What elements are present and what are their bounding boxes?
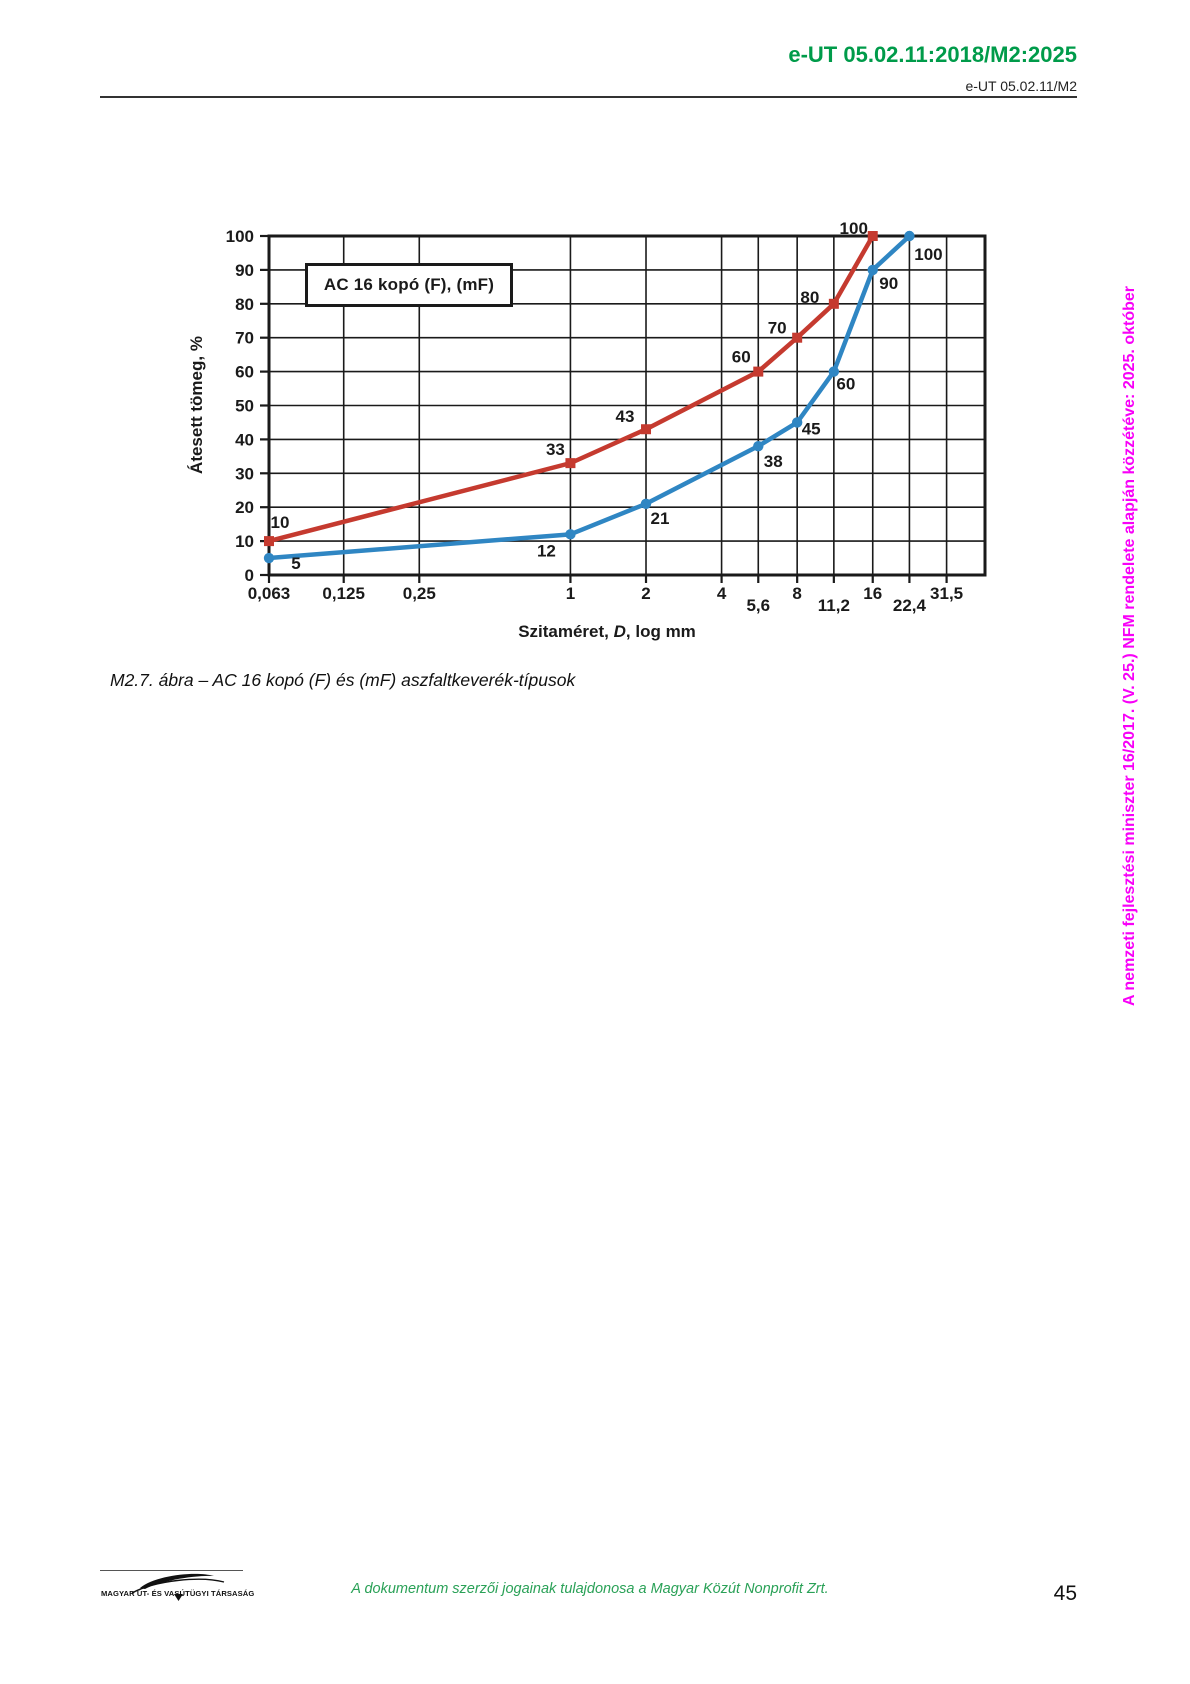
data-point-square xyxy=(868,231,878,241)
document-reference: e-UT 05.02.11/M2 xyxy=(965,78,1077,94)
data-point-label: 80 xyxy=(800,287,820,307)
x-tick-label: 0,125 xyxy=(322,584,365,603)
data-point-label: 43 xyxy=(615,407,635,427)
header-rule xyxy=(100,96,1077,98)
y-tick-label: 20 xyxy=(235,498,254,518)
data-point-label: 70 xyxy=(767,318,787,338)
y-tick-label: 10 xyxy=(235,532,254,552)
copyright-notice: A dokumentum szerzői jogainak tulajdonosa a Magyar Közút Nonprofit Zrt. xyxy=(351,1581,829,1597)
data-point-circle xyxy=(753,441,763,451)
data-point-label: 5 xyxy=(291,554,301,574)
logo-swoosh-filled xyxy=(140,1574,214,1589)
figure-caption: M2.7. ábra – AC 16 kopó (F) és (mF) aszfaltkeverék-típusok xyxy=(110,670,576,690)
data-point-circle xyxy=(264,553,274,563)
data-point-square xyxy=(753,367,763,377)
x-tick-label: 5,6 xyxy=(746,596,771,615)
x-tick-label: 31,5 xyxy=(930,584,964,603)
margin-note-vertical: A nemzeti fejlesztési miniszter 16/2017. (V. 25.) NFM rendelete alapján közzétéve: 2025. október xyxy=(1121,286,1138,1006)
data-point-label: 45 xyxy=(801,419,821,439)
y-tick-label: 80 xyxy=(235,294,254,314)
x-tick-label: 1 xyxy=(565,584,576,603)
x-tick-label: 22,4 xyxy=(892,596,926,615)
y-tick-label: 40 xyxy=(235,430,254,450)
data-point-square xyxy=(565,458,575,468)
y-tick-label: 90 xyxy=(235,260,254,280)
x-tick-label: 11,2 xyxy=(817,596,850,615)
data-point-circle xyxy=(868,265,878,275)
x-axis-title-prefix: Szitaméret, xyxy=(518,622,614,641)
data-point-square xyxy=(792,333,802,343)
y-tick-label: 100 xyxy=(225,227,254,246)
page-number: 45 xyxy=(1053,1582,1077,1605)
data-point-square xyxy=(264,536,274,546)
x-tick-label: 16 xyxy=(863,584,883,603)
x-tick-label: 8 xyxy=(792,584,802,603)
y-tick-label: 30 xyxy=(235,464,254,484)
data-point-label: 10 xyxy=(270,513,290,533)
data-point-circle xyxy=(565,529,575,539)
data-point-square xyxy=(829,299,839,309)
x-tick-label: 4 xyxy=(716,584,727,603)
y-axis-title: Átesett tömeg, % xyxy=(187,336,206,474)
x-axis-title-suffix: , log mm xyxy=(625,622,696,641)
data-point-circle xyxy=(904,231,914,241)
x-tick-label: 0,063 xyxy=(247,584,291,603)
y-tick-label: 70 xyxy=(235,328,254,348)
y-tick-label: 50 xyxy=(235,396,254,416)
association-name: MAGYAR ÚT- ÉS VASÚTÜGYI TÁRSASÁG xyxy=(101,1589,255,1598)
gradation-chart xyxy=(180,195,1010,640)
data-point-label: 90 xyxy=(879,273,899,293)
data-point-label: 100 xyxy=(839,219,868,238)
y-tick-label: 60 xyxy=(235,362,254,382)
data-point-label: 21 xyxy=(650,508,670,528)
data-point-label: 60 xyxy=(731,347,751,367)
data-point-label: 100 xyxy=(914,245,943,264)
data-point-label: 60 xyxy=(836,374,856,394)
document-id: e-UT 05.02.11:2018/M2:2025 xyxy=(788,42,1077,67)
x-axis-title xyxy=(407,622,807,642)
data-point-label: 33 xyxy=(545,440,565,460)
data-point-square xyxy=(641,424,651,434)
data-point-circle xyxy=(641,499,651,509)
x-axis-title-symbol: D xyxy=(613,622,626,641)
data-point-label: 12 xyxy=(536,541,556,561)
x-tick-label: 0,25 xyxy=(402,584,436,603)
data-point-label: 38 xyxy=(763,452,783,472)
chart-legend-box: AC 16 kopó (F), (mF) xyxy=(305,263,513,307)
x-tick-label: 2 xyxy=(641,584,651,603)
y-tick-label: 0 xyxy=(244,566,254,585)
